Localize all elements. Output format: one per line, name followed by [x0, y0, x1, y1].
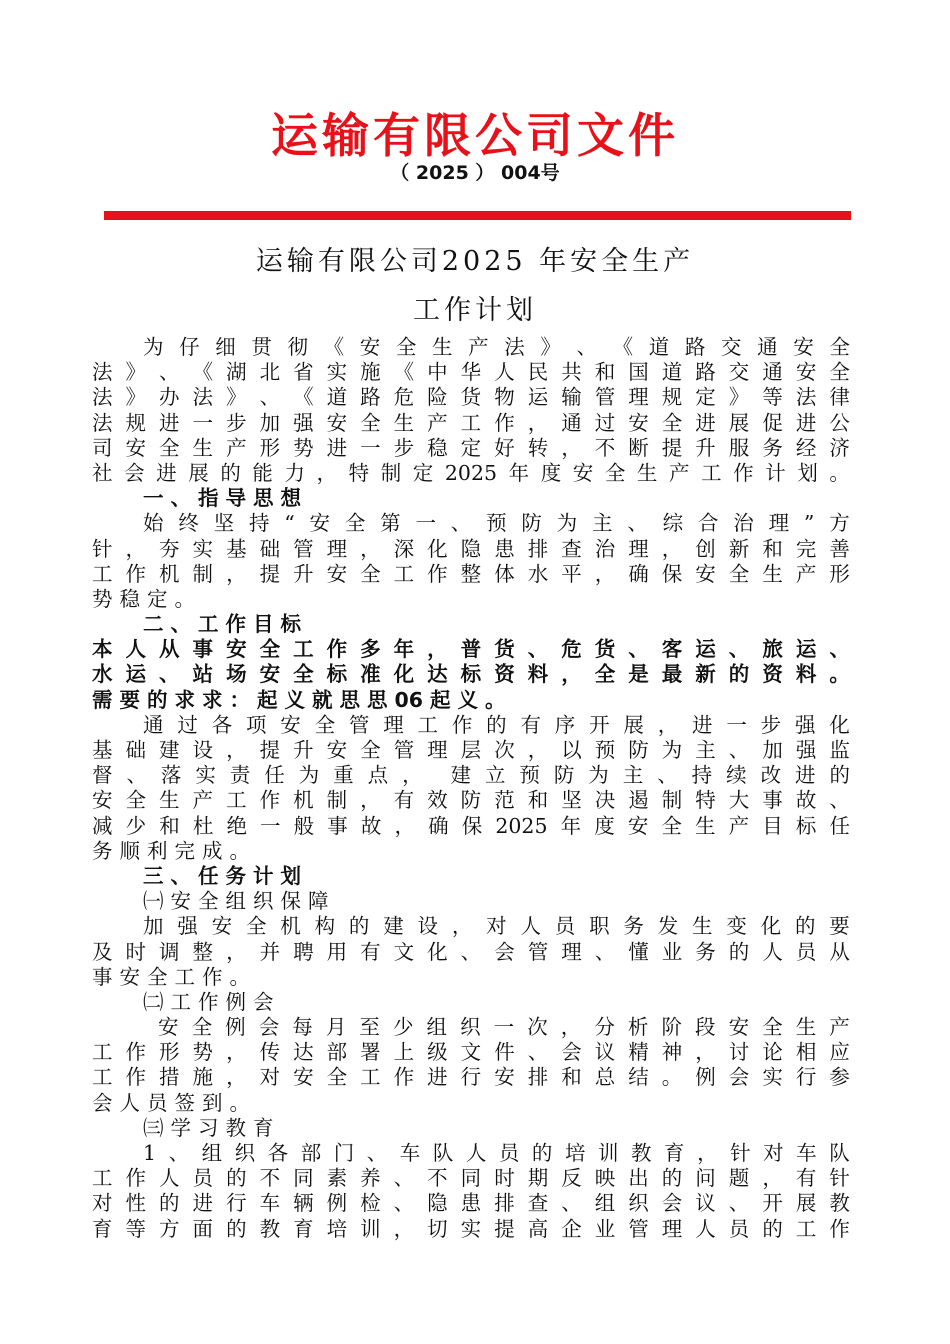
body-line: 本 人 从 事 安 全 工 作 多 年 ， 普 货 、 危 货 、 客 运 、 旅 运 、	[92, 637, 850, 662]
body-line: 始 终 坚 持 “ 安 全 第 一 、 预 防 为 主 、 综 合 治 理 ” 方	[143, 511, 850, 536]
body-line: 1 、 组 织 各 部 门 、 车 队 人 员 的 培 训 教 育 ， 针 对 车 队	[143, 1141, 850, 1165]
body-line: 对 性 的 进 行 车 辆 例 检 、 隐 患 排 查 、 组 织 会 议 、 开 展 教	[92, 1191, 850, 1216]
body-line: 事 安 全 工 作 。	[92, 964, 250, 989]
body-line: 会 人 员 签 到 。	[92, 1090, 250, 1115]
document-number: （ 2025 ） 004号	[390, 162, 560, 184]
body-line: 势 稳 定 。	[92, 586, 195, 611]
body-line: 减 少 和 杜 绝 一 般 事 故 ， 确 保 2025 年 度 安 全 生 产 目 标 任	[92, 813, 850, 838]
body-line: ㈢ 学 习 教 育	[143, 1115, 274, 1140]
body-line: 工 作 形 势 ， 传 达 部 署 上 级 文 件 、 会 议 精 神 ， 讨 论 相 应	[92, 1040, 850, 1065]
body-line: 需 要 的 求 求 ： 起 义 就 思 思 06 起 义 。	[92, 687, 506, 712]
body-line: 二 、 工 作 目 标	[143, 612, 301, 637]
body-line: 工 作 人 员 的 不 同 素 养 、 不 同 时 期 反 映 出 的 问 题 ， 有 针	[92, 1166, 850, 1191]
body-line: 三 、 任 务 计 划	[143, 863, 301, 888]
body-line: 务 顺 利 完 成 。	[92, 838, 250, 863]
document-title-line1: 运输有限公司2025 年安全生产	[255, 246, 695, 277]
company-document-title: 运输有限公司文件	[271, 109, 679, 164]
body-line: 及 时 调 整 ， 并 聘 用 有 文 化 、 会 管 理 、 懂 业 务 的 人 员 从	[92, 939, 850, 964]
body-line: 督 、 落 实 责 任 为 重 点 ， 建 立 预 防 为 主 、 持 续 改 进 的	[92, 763, 850, 788]
document-title-line2: 工作计划	[413, 295, 537, 326]
body-line: 育 等 方 面 的 教 育 培 训 ， 切 实 提 高 企 业 管 理 人 员 的 工 作	[92, 1216, 850, 1241]
body-line: 加 强 安 全 机 构 的 建 设 ， 对 人 员 职 务 发 生 变 化 的 要	[143, 914, 850, 939]
body-line: 社 会 进 展 的 能 力 ， 特 制 定 2025 年 度 安 全 生 产 工 作 计 划 。	[92, 460, 850, 485]
body-line: 为 仔 细 贯 彻 《 安 全 生 产 法 》 、 《 道 路 交 通 安 全	[143, 335, 850, 359]
body-line: 水 运 、 站 场 安 全 标 准 化 达 标 资 料 ， 全 是 最 新 的 资 料 。	[92, 662, 850, 687]
body-line: 法 规 进 一 步 加 强 安 全 生 产 工 作 ， 通 过 安 全 进 展 促 进 公	[92, 410, 850, 435]
body-line: 工 作 机 制 ， 提 升 安 全 工 作 整 体 水 平 ， 确 保 安 全 生 产 形	[92, 561, 850, 586]
body-line: 法 》 、 《 湖 北 省 实 施 《 中 华 人 民 共 和 国 道 路 交 通 安 全	[92, 360, 850, 385]
body-line: 针 ， 夯 实 基 础 管 理 ， 深 化 隐 患 排 查 治 理 ， 创 新 和 完 善	[92, 536, 850, 561]
body-line: 司 安 全 生 产 形 势 进 一 步 稳 定 好 转 ， 不 断 提 升 服 务 经 济	[92, 435, 850, 460]
body-line: 安 全 例 会 每 月 至 少 组 织 一 次 ， 分 析 阶 段 安 全 生 产	[158, 1015, 850, 1040]
body-line: 工 作 措 施 ， 对 安 全 工 作 进 行 安 排 和 总 结 。 例 会 实 行 参	[92, 1065, 850, 1090]
body-line: 法 》 办 法 》 、 《 道 路 危 险 货 物 运 输 管 理 规 定 》 等 法 律	[92, 385, 850, 410]
body-line: 基 础 建 设 ， 提 升 安 全 管 理 层 次 ， 以 预 防 为 主 、 加 强 监	[92, 738, 850, 762]
body-line: 一 、 指 导 思 想	[143, 486, 301, 511]
red-header-rule	[104, 211, 851, 220]
body-line: 通 过 各 项 安 全 管 理 工 作 的 有 序 开 展 ， 进 一 步 强 化	[143, 712, 850, 737]
body-line: ㈡ 工 作 例 会	[143, 989, 274, 1014]
document-body	[92, 335, 850, 1242]
body-line: ㈠ 安 全 组 织 保 障	[143, 889, 329, 914]
body-line: 安 全 生 产 工 作 机 制 ， 有 效 防 范 和 坚 决 遏 制 特 大 事 故 、	[92, 788, 850, 813]
